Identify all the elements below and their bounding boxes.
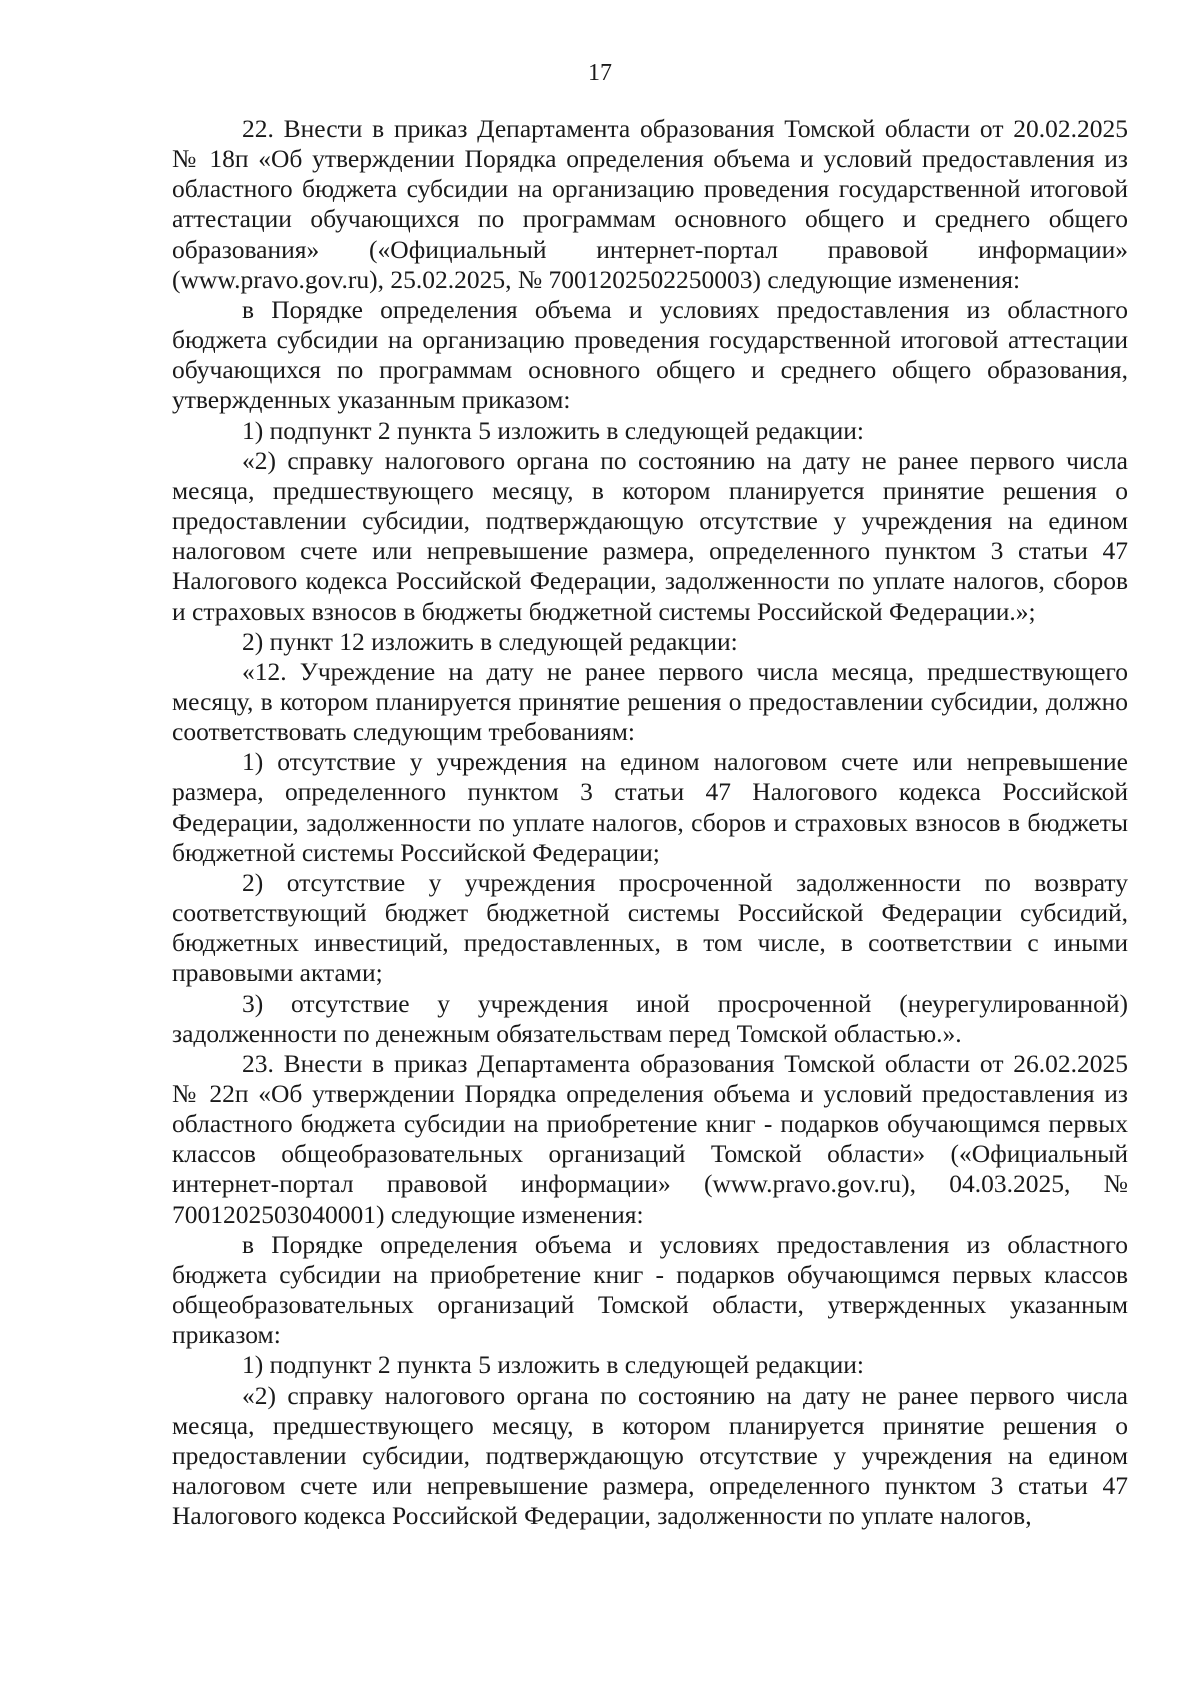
document-body xyxy=(172,114,1128,1531)
paragraph-item-22-intro: 22. Внести в приказ Департамента образования Томской области от 20.02.2025 № 18п «Об утверждении Порядка определения объема и условий предоставления из областного бюджета субсидии на организацию проведения государственной итоговой аттестации обучающихся по программам основного общего и среднего общего образования» («Официальный интернет-портал правовой информации» (www.pravo.gov.ru), 25.02.2025, № 7001202502250003) следующие изменения: xyxy=(172,114,1128,294)
paragraph-requirement-1: 1) отсутствие у учреждения на едином налоговом счете или непревышение размера, определенного пунктом 3 статьи 47 Налогового кодекса Российской Федерации, задолженности по уплате налогов, сборов и страховых взносов в бюджеты бюджетной системы Российской Федерации; xyxy=(172,747,1128,867)
paragraph-requirement-2: 2) отсутствие у учреждения просроченной задолженности по возврату соответствующий бюджет бюджетной системы Российской Федерации субсидий, бюджетных инвестиций, предоставленных, в том числе, в соответствии с иными правовыми актами; xyxy=(172,867,1128,988)
paragraph-subitem-1: 1) подпункт 2 пункта 5 изложить в следующей редакции: xyxy=(242,415,864,445)
paragraph-clause-12: «12. Учреждение на дату не ранее первого числа месяца, предшествующего месяцу, в котором планируется принятие решения о предоставлении субсидии, должно соответствовать следующим требованиям: xyxy=(172,656,1128,747)
paragraph-tax-certificate: «2) справку налогового органа по состоянию на дату не ранее первого числа месяца, предшествующего месяцу, в котором планируется принятие решения о предоставлении субсидии, подтверждающую отсутствие у учреждения на едином налоговом счете или непревышение размера, определенного пунктом 3 статьи 47 Налогового кодекса Российской Федерации, задолженности по уплате налогов, сборов и страховых взносов в бюджеты бюджетной системы Российской Федерации.»; xyxy=(172,445,1128,626)
page-number: 17 xyxy=(588,60,612,86)
paragraph-tax-certificate-23: «2) справку налогового органа по состоянию на дату не ранее первого числа месяца, предшествующего месяцу, в котором планируется принятие решения о предоставлении субсидии, подтверждающую отсутствие у учреждения на едином налоговом счете или непревышение размера, определенного пунктом 3 статьи 47 Налогового кодекса Российской Федерации, задолженности по уплате налогов, xyxy=(172,1380,1128,1531)
paragraph-item-23-intro: 23. Внести в приказ Департамента образования Томской области от 26.02.2025 № 22п «Об утверждении Порядка определения объема и условий предоставления из областного бюджета субсидии на приобретение книг - подарков обучающимся первых классов общеобразовательных организаций Томской области» («Официальный интернет-портал правовой информации» (www.pravo.gov.ru), 04.03.2025, № 7001202503040001) следующие изменения: xyxy=(172,1048,1128,1229)
paragraph-requirement-3: 3) отсутствие у учреждения иной просроченной (неурегулированной) задолженности по денежным обязательствам перед Томской областью.». xyxy=(172,988,1128,1048)
paragraph-subitem-2: 2) пункт 12 изложить в следующей редакции: xyxy=(242,626,738,656)
paragraph-subitem-1-23: 1) подпункт 2 пункта 5 изложить в следующей редакции: xyxy=(242,1350,864,1380)
paragraph-procedure-amendment-23: в Порядке определения объема и условиях предоставления из областного бюджета субсидии на приобретение книг - подарков обучающимся первых классов общеобразовательных организаций Томской области, утвержденных указанным приказом: xyxy=(172,1229,1128,1350)
paragraph-procedure-amendment: в Порядке определения объема и условиях предоставления из областного бюджета субсидии на организацию проведения государственной итоговой аттестации обучающихся по программам основного общего и среднего общего образования, утвержденных указанным приказом: xyxy=(172,294,1128,415)
